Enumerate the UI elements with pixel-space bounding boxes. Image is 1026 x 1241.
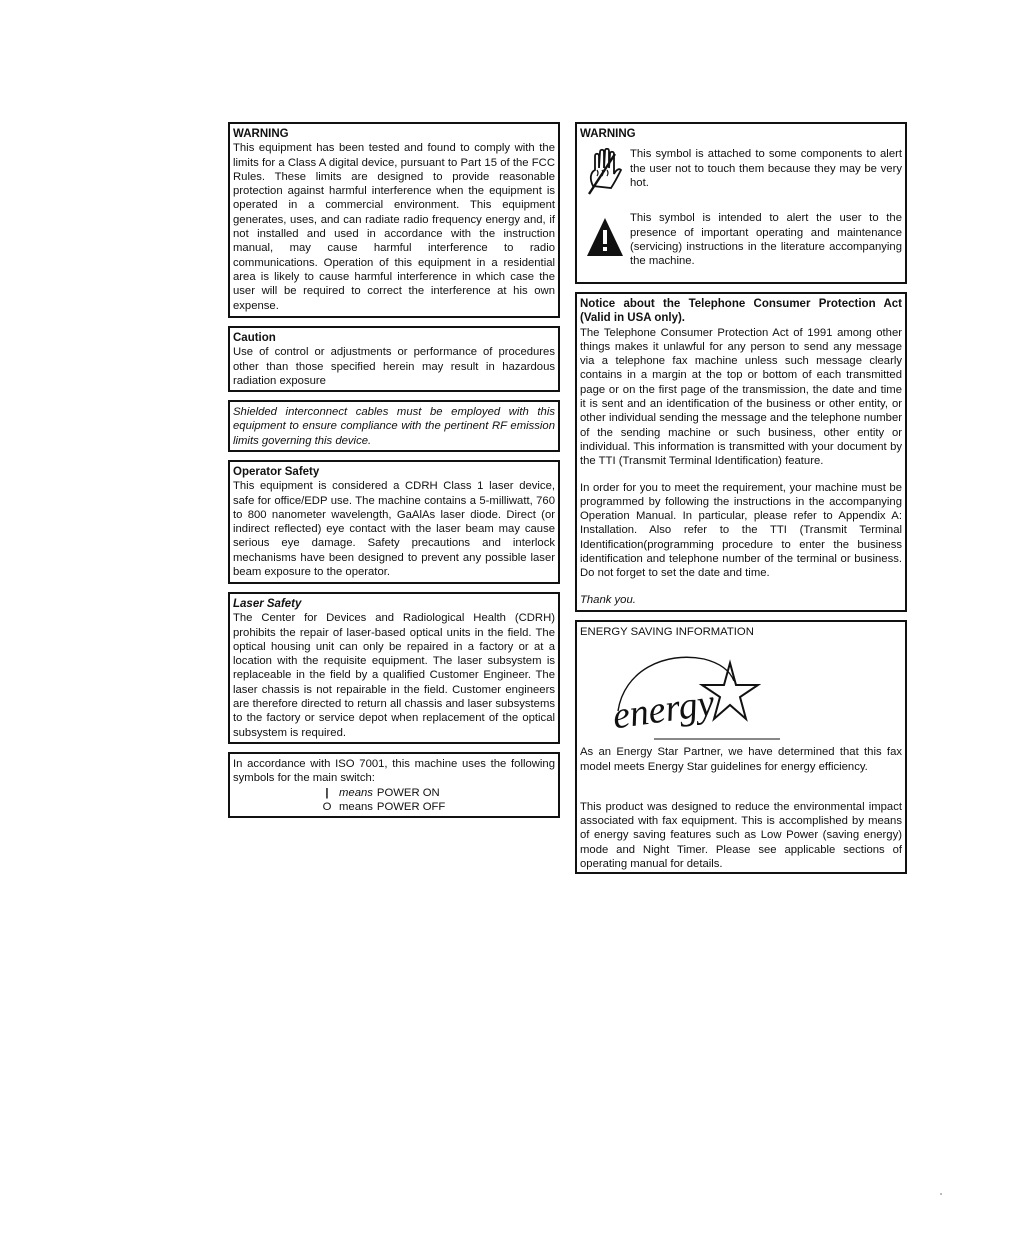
tcpa-thanks: Thank you. (580, 593, 636, 606)
warning-fcc-box (228, 122, 560, 318)
right-warning-heading: WARNING (580, 128, 636, 140)
iso-symbols-box (228, 752, 560, 818)
power-on-line (315, 786, 555, 800)
shielded-text: Shielded interconnect cables must be employed with this equipment to ensure compliance with the pertinent RF emission limits governing this device. (233, 406, 555, 447)
alert-symbol-row (580, 211, 902, 268)
laser-safety-text: The Center for Devices and Radiological Health (CDRH) prohibits the repair of laser-based optical units in the field. The optical housing unit can only be repaired in a factory or at a location with the requisite equipment. The laser subsystem is replaceable in the field by a qualified Customer Engineer. The laser chassis is not repairable in the field. Customer engineers are therefore directed to return all chassis and laser subsystems to the factory or service depot when replacement of the optical subsystem is required. (233, 612, 555, 739)
power-on-means: means (339, 786, 373, 799)
caution-box (228, 326, 560, 392)
power-off-line (315, 800, 555, 814)
iso-text: In accordance with ISO 7001, this machine uses the following symbols for the main switch: (233, 758, 555, 785)
operator-safety-text: This equipment is considered a CDRH Class 1 laser device, safe for office/EDP use. The machine contains a 5-milliwatt, 760 to 800 nanometer wavelength, GaAlAs laser diode. Direct (or indirect reflected) eye contact with the laser beam may cause serious eye damage. Safety precautions and interlock mechanisms have been designed to prevent any possible laser beam exposure to the operator. (233, 480, 555, 579)
power-off-text: POWER OFF (376, 800, 446, 813)
power-symbols-table (315, 786, 555, 815)
tcpa-heading: Notice about the Telephone Consumer Protection Act (Valid in USA only). (580, 298, 902, 325)
power-on-symbol: | (325, 786, 329, 799)
operator-safety-box (228, 460, 560, 584)
hand-hot-icon (580, 147, 630, 197)
hot-symbol-text: This symbol is attached to some components to alert the user not to touch them because they may be very hot. (630, 148, 902, 189)
warning-heading: WARNING (233, 128, 289, 140)
laser-safety-heading: Laser Safety (233, 598, 302, 610)
energy-para1: As an Energy Star Partner, we have determined that this fax model meets Energy Star guidelines for energy efficiency. (580, 746, 902, 773)
caution-text: Use of control or adjustments or performance of procedures other than those specified herein may result in hazardous radiation exposure (233, 346, 555, 387)
warning-symbols-box (575, 122, 907, 284)
alert-symbol-text: This symbol is intended to alert the user to the presence of important operating and maintenance (servicing) instructions in the literature accompanying the machine. (630, 212, 902, 268)
energy-para2: This product was designed to reduce the environmental impact associated with fax equipment. This is accomplished by means of energy saving features such as Low Power (saving energy) mode and Night Timer. Please see applicable sections of operating manual for details. (580, 800, 902, 871)
power-off-symbol: O (322, 800, 332, 813)
energy-star-logo (594, 641, 794, 741)
shielded-cables-box (228, 400, 560, 452)
energy-logo-text: energy (610, 681, 717, 738)
energy-heading: ENERGY SAVING INFORMATION (580, 626, 754, 638)
caution-heading: Caution (233, 332, 276, 344)
power-off-means: means (339, 800, 373, 813)
tcpa-para1: The Telephone Consumer Protection Act of 1991 among other things makes it unlawful for any person to send any message via a telephone fax machine unless such message clearly contains in a margin at the top or bottom of each transmitted page or on the first page of the transmission, the date and time it is sent and an identification of the business or other entity, or other individual sending the message and the telephone number of the sending machine or such business, other entity or individual. This information is transmitted with your document by the TTI (Transmit Terminal Identification) feature. (580, 326, 902, 468)
operator-safety-heading: Operator Safety (233, 466, 320, 478)
laser-safety-box (228, 592, 560, 744)
hot-symbol-row (580, 147, 902, 197)
scan-speck (940, 1193, 942, 1195)
tcpa-para2: In order for you to meet the requirement, your machine must be programmed by following the instructions in the accompanying Operation Manual. In particular, please refer to Appendix A: Installation. Also refer to the TTI (Transmit Terminal Identification(programming procedure to enter the business identification and telephone number of the terminal or business. Do not forget to set the date and time. (580, 481, 902, 580)
power-on-text: POWER ON (376, 786, 440, 799)
tcpa-notice-box (575, 292, 907, 612)
warning-text: This equipment has been tested and found to comply with the limits for a Class A digital device, pursuant to Part 15 of the FCC Rules. These limits are designed to provide reasonable protection against harmful interference when the equipment is operated in a commercial environment. This equipment generates, uses, and can radiate radio frequency energy and, if not installed and used in accordance with the instruction manual, may cause harmful interference to radio communications. Operation of this equipment in a residential area is likely to cause harmful interference in which case the user will be required to correct the interference at his own expense. (233, 142, 555, 312)
energy-saving-box (575, 620, 907, 874)
warning-triangle-icon (580, 211, 630, 263)
